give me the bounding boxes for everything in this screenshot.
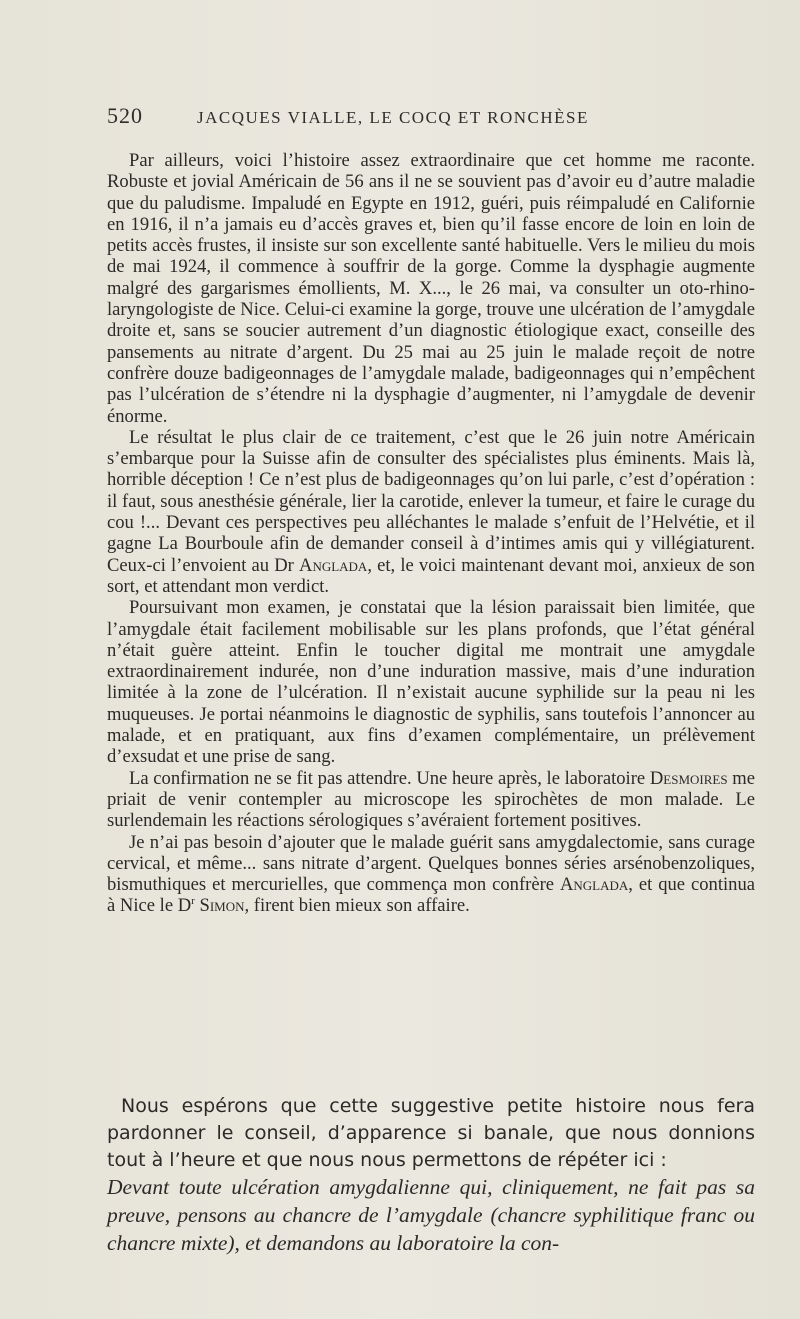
text-run: me priait de venir contempler au microscope les spirochètes de mon malade. Le surlendemain les réactions sérologiques s’avéraient fortement positives. xyxy=(107,767,755,832)
text-run: La confirmation ne se fit pas attendre. Une heure après, le laboratoire xyxy=(129,767,650,789)
superscript: r xyxy=(191,895,195,908)
paragraph-history: Par ailleurs, voici l’histoire assez extraordinaire que cet homme me raconte. Robuste et jovial Américain de 56 ans il ne se souvient pas d’avoir eu d’autre maladie que du paludisme. Impaludé en Egypte en 1912, guéri, puis réimpaludé en Californie en 1916, il n’a jamais eu d’accès graves et, bien qu’il fasse encore de loin en loin de petits accès frustes, il insiste sur son excellente santé habituelle. Vers le milieu du mois de mai 1924, il commence à souffrir de la gorge. Comme la dysphagie augmente malgré des gargarismes émollients, M. X..., le 26 mai, va consulter un oto-rhino-laryngologiste de Nice. Celui-ci examine la gorge, trouve une ulcération de l’amygdale droite et, sans se soucier autrement d’un diagnostic étiologique exact, conseille des pansements au nitrate d’argent. Du 25 mai au 25 juin le malade reçoit de notre confrère douze badigeonnages de l’amygdale malade, badigeonnages qui n’empêchent pas l’ulcération de s’étendre ni la dysphagie d’augmenter, ni l’amygdale de devenir énorme. xyxy=(107,150,755,427)
laboratory-name: Desmoires xyxy=(649,767,728,789)
advice-italic: Devant toute ulcération amygdalienne qui, cliniquement, ne fait pas sa preuve, pensons au chancre de l’amygdale xyxy=(107,1175,755,1227)
conclusion-block xyxy=(107,1093,755,1258)
text-run: , et que continua à Nice le D xyxy=(107,874,755,917)
advice-parenthetical: (chancre syphilitique franc ou chancre mixte) xyxy=(107,1203,756,1255)
running-title: JACQUES VIALLE, LE COCQ ET RONCHÈSE xyxy=(197,108,589,127)
advice-italic-end: , et demandons au laboratoire la con- xyxy=(234,1231,560,1255)
text-run: , firent bien mieux son affaire. xyxy=(244,895,470,917)
paragraph-confirmation xyxy=(107,768,755,832)
conclusion-paragraph xyxy=(107,1093,755,1258)
paragraph-examination: Poursuivant mon examen, je constatai que la lésion paraissait bien limitée, que l’amygdale était facilement mobilisable sur les plans profonds, que l’état général n’était guère atteint. Enfin le toucher digital me montrait une amygdale extraordinairement indurée, non d’une induration massive, mais d’une induration limitée à la zone de l’ulcération. Il n’existait aucune syphilide sur la peau ni les muqueuses. Je portai néanmoins le diagnostic de syphilis, sans toutefois l’annoncer au malade, et en pratiquant, aux fins d’examen complémentaire, un prélèvement d’exsudat et une prise de sang. xyxy=(107,597,755,768)
body-text xyxy=(107,150,755,917)
paragraph-outcome xyxy=(107,832,755,917)
text-run: , et, le voici maintenant devant moi, anxieux de son sort, et attendant mon verdict. xyxy=(107,554,755,597)
text-run: Le résultat le plus clair de ce traitement, c’est que le 26 juin notre Américain s’embarque pour la Suisse afin de consulter des spécialistes plus éminents. Mais là, horrible déception ! Ce n’est plus de badigeonnages qu’on lui parle, c’est d’opération : il faut, sous anesthésie générale, lier la carotide, enlever la tumeur, et faire le curage du cou !... Devant ces perspectives peu alléchantes le malade s’enfuit de l’Helvétie, et il gagne La Bourboule afin de demander conseil à d’intimes amis qui y villégiaturent. Ceux-ci l’envoient au Dr xyxy=(107,426,755,576)
author-name: Anglada xyxy=(559,874,629,896)
page-header xyxy=(107,103,667,129)
conclusion-lead: Nous espérons que cette suggestive petite histoire nous fera pardonner le conseil, d’apparence si banale, que nous donnions tout à l’heure et que nous nous permettons de répéter ici : xyxy=(107,1095,755,1171)
text-run: Je n’ai pas besoin d’ajouter que le malade guérit sans amygdalectomie, sans curage cervical, et même... sans nitrate d’argent. Quelques bonnes séries arsénobenzoliques, bismuthiques et mercurielles, que commença mon confrère xyxy=(107,831,755,896)
paragraph-treatment xyxy=(107,427,755,597)
page-number: 520 xyxy=(107,103,143,128)
author-name: Simon xyxy=(199,895,245,917)
author-name: Anglada xyxy=(299,554,368,576)
